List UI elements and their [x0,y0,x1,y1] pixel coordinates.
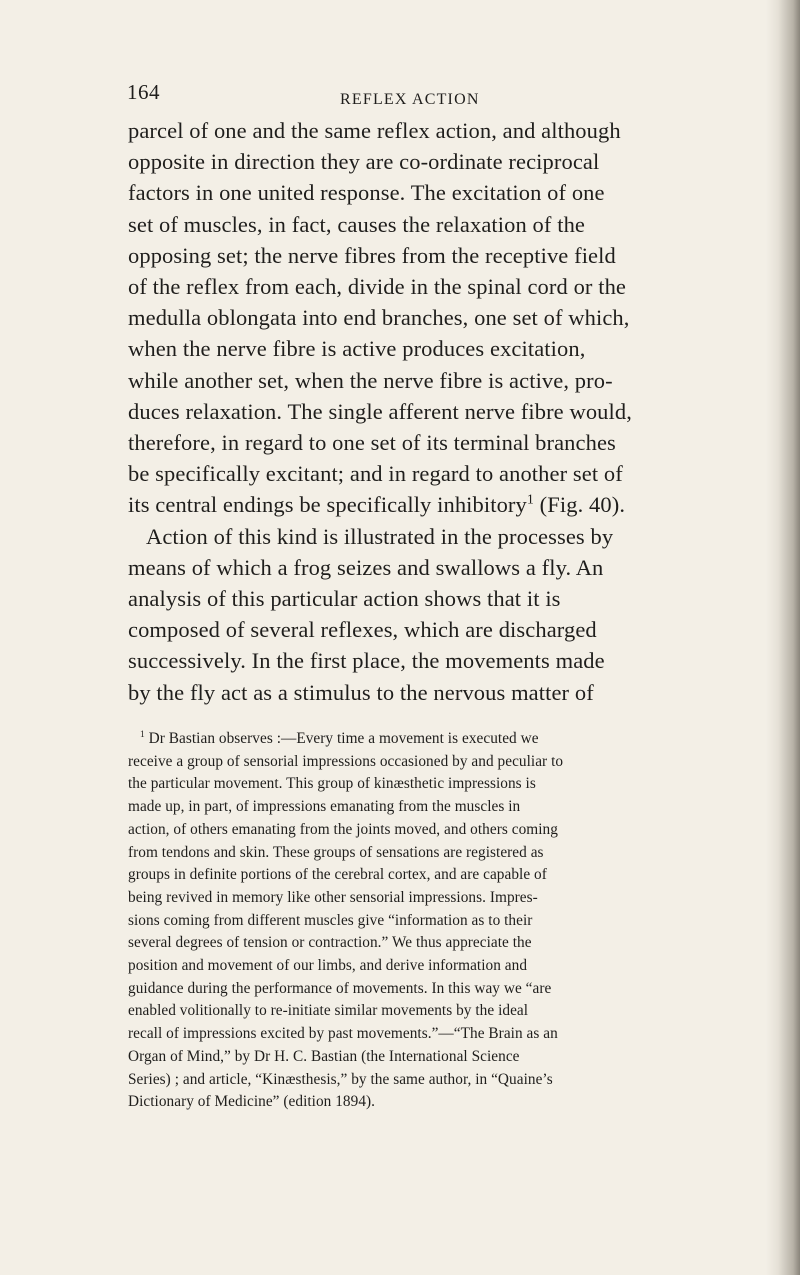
footnote [128,728,796,1114]
body-line: when the nerve fibre is active produces excitation, [128,336,586,362]
footnote-line: made up, in part, of impressions emanating from the muscles in [128,798,521,816]
footnote-line-text: Dr Bastian observes :—Every time a movement is executed we [148,730,539,747]
footnote-line: recall of impressions excited by past movements.”—“The Brain as an [128,1025,558,1043]
body-line: successively. In the first place, the movements made [128,648,605,674]
body-line: analysis of this particular action shows that it is [128,586,561,612]
body-line: while another set, when the nerve fibre is active, pro- [128,367,613,393]
footnote-line: enabled volitionally to re-initiate similar movements by the ideal [128,1002,529,1020]
footnote-line: position and movement of our limbs, and derive information and [128,957,528,975]
running-head: REFLEX ACTION [340,91,480,108]
footnote-first-line [128,728,796,751]
footnote-line: several degrees of tension or contraction.” We thus appreciate the [128,934,532,952]
footnote-line: receive a group of sensorial impressions occasioned by and peculiar to [128,752,564,770]
body-line: factors in one united response. The excitation of one [128,180,605,206]
footnote-reference: 1 [526,492,534,508]
body-line: composed of several reflexes, which are discharged [128,617,597,643]
body-line: by the fly act as a stimulus to the nervous matter of [128,679,594,705]
body-line: therefore, in regard to one set of its terminal branches [128,430,616,456]
footnote-line: the particular movement. This group of kinæsthetic impressions is [128,775,536,793]
footnote-line: Series) ; and article, “Kinæsthesis,” by the same author, in “Quaine’s [128,1070,553,1088]
footnote-line: groups in definite portions of the cerebral cortex, and are capable of [128,866,547,884]
body-line: Action of this kind is illustrated in the processes by [146,523,614,549]
footnote-line: from tendons and skin. These groups of sensations are registered as [128,843,544,861]
footnote-line: action, of others emanating from the joints moved, and others coming [128,820,558,838]
body-line-text: its central endings be specifically inhibitory [128,492,527,518]
body-line: medulla oblongata into end branches, one set of which, [128,305,630,331]
footnote-line: being revived in memory like other sensorial impressions. Impres- [128,888,538,906]
body-line: means of which a frog seizes and swallows a fly. An [128,554,604,580]
footnote-line: Organ of Mind,” by Dr H. C. Bastian (the International Science [128,1047,520,1065]
figure-reference: (Fig. 40). [533,492,626,518]
footnote-line: Dictionary of Medicine” (edition 1894). [128,1093,376,1111]
page-number: 164 [127,80,160,104]
footnote-marker: 1 [140,729,145,740]
body-line-with-footnote-ref [128,489,796,520]
footnote-line: sions coming from different muscles give “information as to their [128,911,533,929]
body-line: parcel of one and the same reflex action, and although [128,118,621,143]
body-line: set of muscles, in fact, causes the relaxation of the [128,211,586,237]
body-text [128,115,796,708]
body-line: opposite in direction they are co-ordinate reciprocal [128,149,600,175]
body-line: opposing set; the nerve fibres from the receptive field [128,242,616,268]
body-line: of the reflex from each, divide in the spinal cord or the [128,274,627,300]
body-line: duces relaxation. The single afferent nerve fibre would, [128,398,632,424]
body-line: be specifically excitant; and in regard to another set of [128,461,623,487]
footnote-line: guidance during the performance of movements. In this way we “are [128,979,552,997]
